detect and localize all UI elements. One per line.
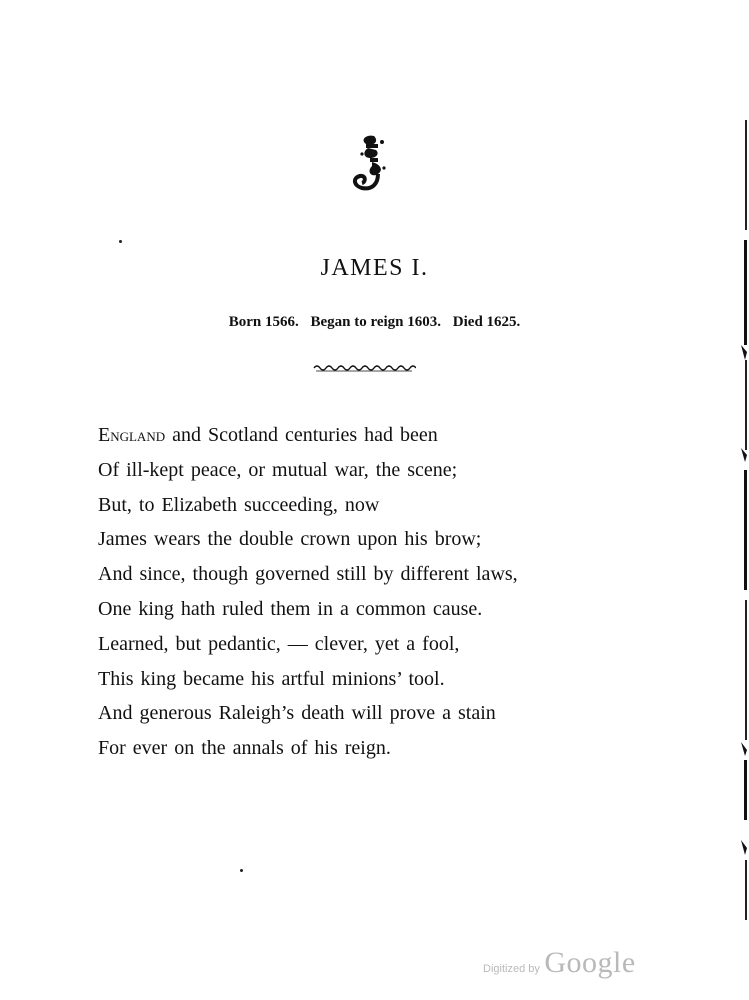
ornamental-monogram: [344, 132, 400, 194]
poem-line: And generous Raleigh’s death will prove a stain: [98, 702, 496, 725]
birth-date: Born 1566.: [228, 314, 299, 330]
poem-stanza: [98, 418, 618, 766]
poem-line: James wears the double crown upon his brow;: [98, 528, 482, 551]
poem-line: Of ill-kept peace, or mutual war, the scene;: [98, 458, 458, 481]
poem-line: This king became his artful minions’ tool.: [98, 667, 445, 690]
poem-line: And since, though governed still by different laws,: [98, 563, 518, 586]
ink-speck: [240, 869, 243, 872]
poem-line: One king hath ruled them in a common cause.: [98, 597, 483, 620]
digitized-by-google-watermark: [483, 946, 636, 980]
poem-line: But, to Elizabeth succeeding, now: [98, 493, 380, 516]
wavy-rule-ornament: [312, 362, 416, 374]
google-logo-text: Google: [544, 946, 636, 979]
page-title: JAMES I.: [320, 255, 429, 281]
death-date: Died 1625.: [452, 314, 521, 330]
first-word-initial: E: [98, 424, 111, 446]
binding-edge-shadow: [739, 0, 749, 1000]
poem-line: [98, 418, 618, 453]
watermark-prefix: Digitized by: [483, 963, 540, 975]
poem-line: For ever on the annals of his reign.: [98, 737, 391, 760]
poem-line: Learned, but pedantic, — clever, yet a fool,: [98, 632, 460, 655]
dates-line: [0, 314, 749, 331]
reign-date: Began to reign 1603.: [310, 314, 442, 330]
first-word-rest: ngland: [110, 425, 166, 445]
poem-line-text: and Scotland centuries had been: [165, 424, 438, 446]
ink-speck: [119, 240, 122, 243]
